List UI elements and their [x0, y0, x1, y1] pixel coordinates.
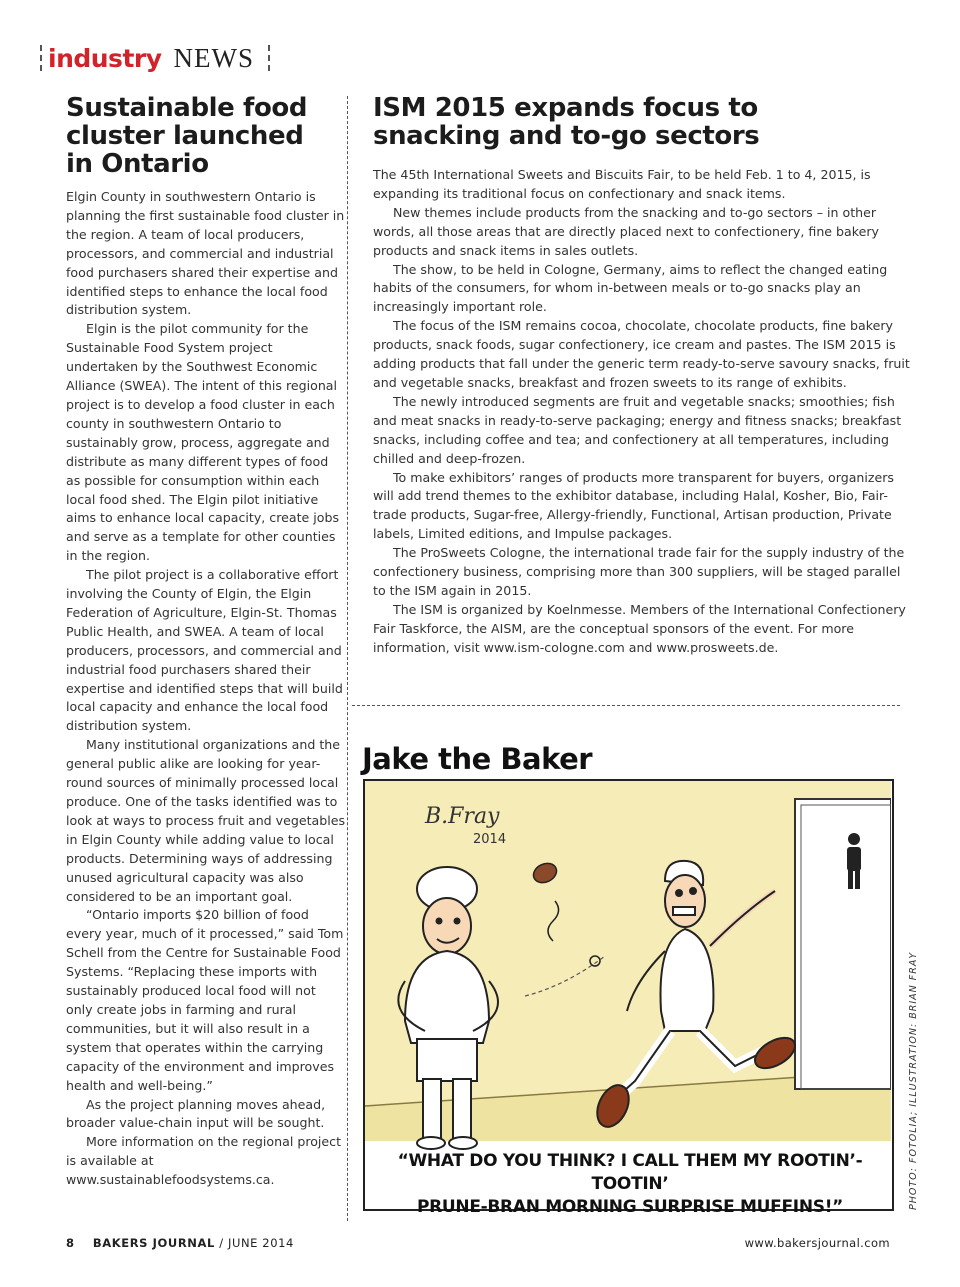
right-article: [373, 94, 913, 658]
section-divider: [352, 705, 900, 706]
paragraph: The pilot project is a collaborative effort involving the County of Elgin, the Elgin Federation of Agriculture, Elgin-St. Thomas Public Health, and SWEA. A team of local producers, processors, and commercial and industrial food purchasers shared their expertise and identified steps that will build local capacity and enhance the local food distribution system.: [66, 567, 343, 734]
website-link[interactable]: www.bakersjournal.com: [744, 1236, 890, 1250]
comic-panel: [363, 779, 894, 1211]
right-article-headline: ISM 2015 expands focus to snacking and to-go sectors: [373, 93, 760, 151]
header-divider-left: [40, 45, 42, 71]
left-article: [66, 94, 346, 1190]
restroom-door: [795, 799, 891, 1089]
paragraph: The newly introduced segments are fruit and vegetable snacks; smoothies; fish and meat snacks in ready-to-serve packaging; energy and fitness snacks; breakfast snacks, including coffee and tea; and confectionery at all temperatures, including chilled and deep-frozen.: [373, 393, 902, 466]
paragraph: “Ontario imports $20 billion of food every year, much of it processed,” said Tom Schell from the Centre for Sustainable Food Systems. “Replacing these imports with sustainably produced local food will not only create jobs in farming and rural communities, but it will also result in a system that operates within the carrying capacity of the environment and improves health and well-being.”: [66, 907, 344, 1093]
comic-caption-line-1: “WHAT DO YOU THINK? I CALL THEM MY ROOTIN’-TOOTIN’: [397, 1151, 863, 1194]
comic-caption: [380, 1150, 880, 1219]
comic-illustration: [365, 781, 891, 1208]
column-divider: [347, 96, 348, 1221]
footer-left: [66, 1236, 294, 1250]
paragraph: The ProSweets Cologne, the international trade fair for the supply industry of the confectionery business, comprising more than 300 suppliers, will be staged parallel to the ISM again in 2015.: [373, 545, 905, 598]
paragraph: The focus of the ISM remains cocoa, chocolate, chocolate products, fine bakery products, snack foods, sugar confectionery, ice cream and pastes. The ISM 2015 is adding products that fall under the generic term ready-to-serve savoury snacks, fruit and vegetable snacks, breakfast and frozen sweets to its range of exhibits.: [373, 318, 910, 390]
paragraph: The show, to be held in Cologne, Germany, aims to reflect the changed eating habits of the consumers, for whom in-between meals or to-go snacks play an increasingly important role.: [373, 261, 888, 315]
paragraph: Elgin County in southwestern Ontario is planning the first sustainable food cluster in the region. A team of local producers, processors, and commercial and industrial food purchasers shared their expertise and identified steps to enhance the local food distribution system.: [66, 189, 345, 318]
paragraph: Elgin is the pilot community for the Sustainable Food System project undertaken by the Southwest Economic Alliance (SWEA). The intent of this regional project is to develop a food cluster in each county in southwestern Ontario to sustainably grow, process, aggregate and distribute as many different types of food as possible for consumption within each local food shed. The Elgin pilot initiative aims to enhance local capacity, create jobs and serve as a template for other counties in the region.: [66, 321, 340, 564]
right-article-body: [373, 166, 913, 658]
paragraph: The ISM is organized by Koelnmesse. Members of the International Confectionery Fair Taskforce, the AISM, are the conceptual sponsors of the event. For more information, visit www.ism-cologne.com and www.prosweets.de.: [373, 601, 906, 655]
comic-signature: B.Fray: [425, 804, 500, 829]
paragraph: To make exhibitors’ ranges of products more transparent for buyers, organizers will add trend themes to the exhibitor database, including Halal, Kosher, Bio, Fair-trade products, Sugar-free, Allergy-friendly, Functional, Artisan production, Private labels, Limited editions, and Impulse packages.: [373, 469, 894, 542]
paragraph: More information on the regional project is available at www.sustainablefoodsystems.ca.: [66, 1134, 342, 1188]
paragraph: As the project planning moves ahead, broader value-chain input will be sought.: [66, 1096, 326, 1131]
section-header: [40, 38, 270, 78]
paragraph: Many institutional organizations and the general public alike are looking for year-round sources of minimally processed local produce. One of the tasks identified was to look at ways to process fruit and vegetables in Elgin County while adding value to local products. Determining ways of addressing unused agricultural capacity was also considered to be an important goal.: [66, 737, 346, 904]
paragraph: New themes include products from the snacking and to-go sectors – in other words, all those areas that are directly placed next to confectionery, fine bakery products and snack items in sales outlets.: [373, 204, 879, 258]
comic-caption-line-2: PRUNE-BRAN MORNING SURPRISE MUFFINS!”: [416, 1197, 844, 1217]
header-divider-right: [268, 45, 270, 71]
left-article-body: [66, 188, 346, 1190]
section-label-industry: industry: [48, 43, 162, 73]
left-article-headline: Sustainable food cluster launched in Ontario: [66, 93, 308, 179]
comic-title: Jake the Baker: [362, 742, 593, 776]
comic-year: 2014: [473, 832, 507, 847]
publication-name: BAKERS JOURNAL: [92, 1236, 215, 1250]
page-number: 8: [66, 1236, 75, 1250]
section-label-news: NEWS: [173, 42, 255, 73]
issue-date: / JUNE 2014: [219, 1236, 294, 1250]
paragraph: The 45th International Sweets and Biscuits Fair, to be held Feb. 1 to 4, 2015, is expanding its traditional focus on confectionary and snack items.: [373, 167, 871, 201]
photo-illustration-credit: PHOTO: FOTOLIA; ILLUSTRATION: BRIAN FRAY: [908, 951, 919, 1210]
